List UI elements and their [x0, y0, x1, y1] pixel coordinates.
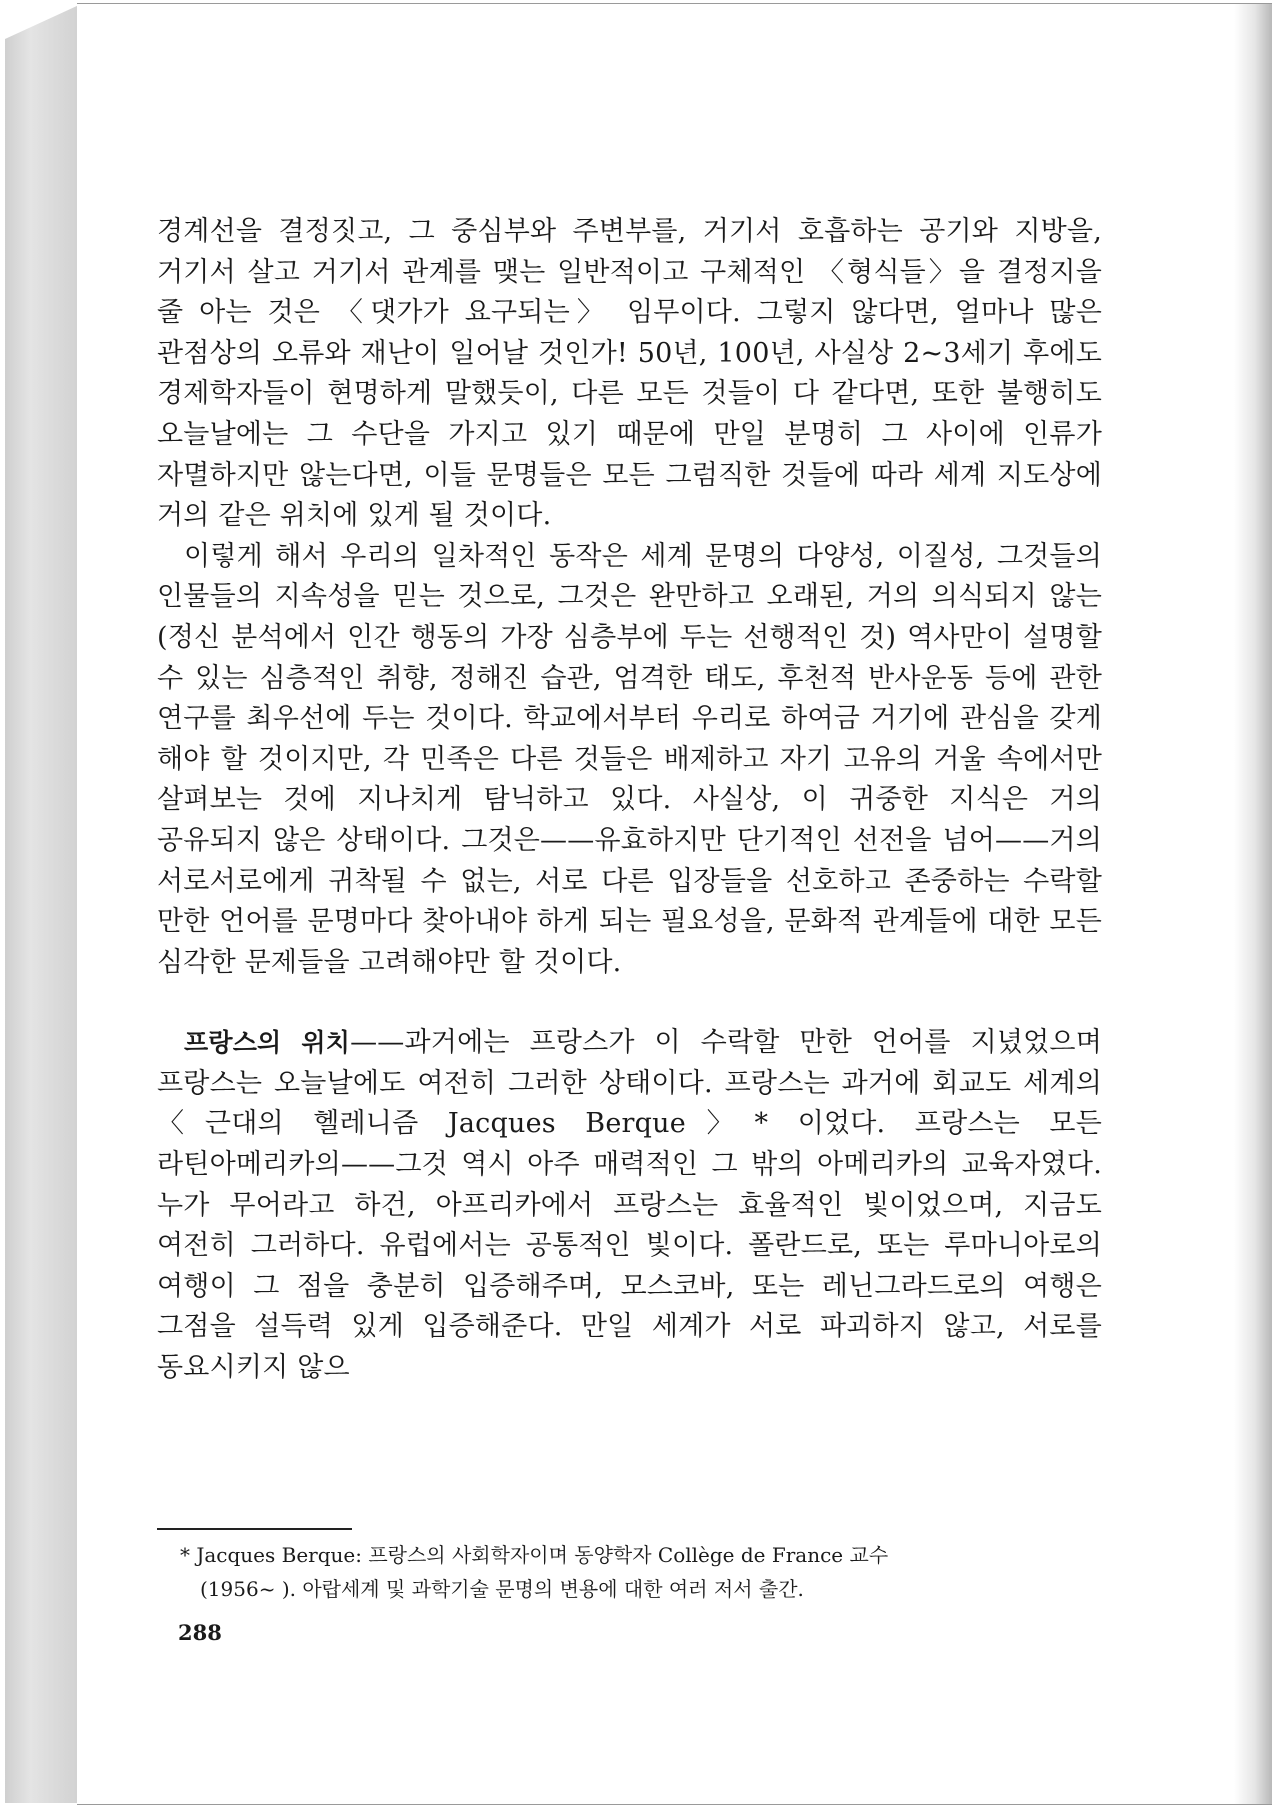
section-heading: 프랑스의 위치	[184, 1028, 351, 1058]
paragraph-1: 경계선을 결정짓고, 그 중심부와 주변부를, 거기서 호흡하는 공기와 지방을, 거기서 살고 거기서 관계를 맺는 일반적이고 구체적인 〈형식들〉을 결정지을 줄 아는 것은 〈댓가가 요구되는〉 임무이다. 그렇지 않다면, 얼마나 많은 관점상의 오류와 재난이 일어날 것인가! 50년, 100년, 사실상 2~3세기 후에도 경제학자들이 현명하게 말했듯이, 다른 모든 것들이 다 같다면, 또한 불행히도 오늘날에는 그 수단을 가지고 있기 때문에 만일 분명히 그 사이에 인류가 자멸하지만 않는다면, 이들 문명들은 모든 그럼직한 것들에 따라 세계 지도상에 거의 같은 위치에 있게 될 것이다.	[157, 216, 1102, 532]
page-edge-shadow	[1234, 4, 1272, 1804]
body-text	[157, 212, 1102, 1389]
footnote	[180, 1538, 1100, 1606]
footnote-line-1: * Jacques Berque: 프랑스의 사회학자이며 동양학자 Collège de France 교수	[180, 1543, 889, 1567]
paragraph-2: 이렇게 해서 우리의 일차적인 동작은 세계 문명의 다양성, 이질성, 그것들의 인물들의 지속성을 믿는 것으로, 그것은 완만하고 오래된, 거의 의식되지 않는(정신 분석에서 인간 행동의 가장 심층부에 두는 선행적인 것) 역사만이 설명할 수 있는 심층적인 취향, 정해진 습관, 엄격한 태도, 후천적 반사운동 등에 관한 연구를 최우선에 두는 것이다. 학교에서부터 우리로 하여금 거기에 관심을 갖게 해야 할 것이지만, 각 민족은 다른 것들은 배제하고 자기 고유의 거울 속에서만 살펴보는 것에 지나치게 탐닉하고 있다. 사실상, 이 귀중한 지식은 거의 공유되지 않은 상태이다. 그것은——유효하지만 단기적인 선전을 넘어——거의 서로서로에게 귀착될 수 없는, 서로 다른 입장들을 선호하고 존중하는 수락할 만한 언어를 문명마다 찾아내야 하게 되는 필요성을, 문화적 관계들에 대한 모든 심각한 문제들을 고려해야만 할 것이다.	[157, 540, 1102, 978]
footnote-divider	[157, 1528, 352, 1530]
footnote-line-2: (1956~ ). 아랍세계 및 과학기술 문명의 변용에 대한 여러 저서 출간.	[200, 1577, 804, 1601]
section-body: ——과거에는 프랑스가 이 수락할 만한 언어를 지녔었으며 프랑스는 오늘날에도 여전히 그러한 상태이다. 프랑스는 과거에 회교도 세계의 〈근대의 헬레니즘 Jacques Berque〉* 이었다. 프랑스는 모든 라틴아메리카의——그것 역시 아주 매력적인 그 밖의 아메리카의 교육자였다. 누가 무어라고 하건, 아프리카에서 프랑스는 효율적인 빛이었으며, 지금도 여전히 그러하다. 유럽에서는 공통적인 빛이다. 폴란드로, 또는 루마니아로의 여행이 그 점을 충분히 입증해주며, 모스코바, 또는 레닌그라드로의 여행은 그점을 설득력 있게 입증해준다. 만일 세계가 서로 파괴하지 않고, 서로를 동요시키지 않으	[157, 1027, 1102, 1384]
page-number: 288	[178, 1620, 222, 1645]
book-spine	[5, 5, 79, 1803]
paragraph-france-position	[157, 1023, 1102, 1388]
